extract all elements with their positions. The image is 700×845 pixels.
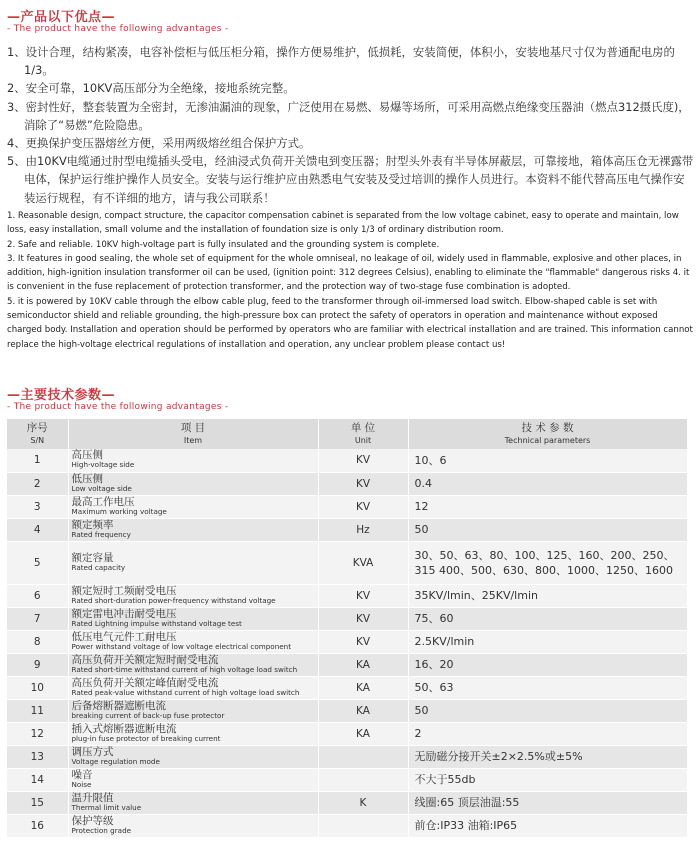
item-name-en: Voltage regulation mode: [71, 756, 160, 766]
cell-sn: 14: [7, 768, 68, 791]
cell-item: [68, 676, 318, 699]
cell-unit: KV: [318, 472, 408, 495]
advantage-item-en: 1. Reasonable design, compact structure, the capacitor compensation cabinet is separated from the low voltage cabinet, easy to operate and maintain, low loss, easy installation, small volume and the installation of foundation size is only 1/3 of ordinary distribution room.: [7, 211, 679, 236]
cell-unit: KV: [318, 584, 408, 607]
item-name-en: Low voltage side: [71, 483, 132, 493]
advantage-item-en: 2. Safe and reliable. 10KV high-voltage part is fully insulated and the grounding system is complete.: [7, 239, 440, 250]
advantage-item-zh: 3、密封性好，整套装置为全密封，无渗油漏油的现象，广泛使用在易燃、易爆等场所，可采用高燃点绝缘变压器油（燃点312摄氏度)，消除了“易燃”危险隐患。: [7, 99, 690, 132]
cell-item: [68, 584, 318, 607]
cell-value: 50: [408, 699, 687, 722]
cell-item: [68, 768, 318, 791]
advantage-item-en: 3. It features in good sealing, the whole set of equipment for the whole omniseal, no leakage of oil, widely used in flammable, explosive and other places, in addition, high-ignition insulation transformer oil can be used, (ignition point: 312 degrees Celsius), enabling to eliminate the "flammable" dangerous risks 4. it is convenient in the fuse replacement of protection transformer, and the protection way of two-stage fuse combination is adopted.: [7, 253, 690, 293]
table-header-row: [7, 419, 687, 449]
item-name-zh: 最高工作电压: [71, 495, 135, 508]
item-name-zh: 插入式熔断器遮断电流: [71, 722, 177, 735]
cell-unit: K: [318, 791, 408, 814]
item-name-zh: 高压负荷开关额定峰值耐受电流: [71, 676, 219, 689]
item-name-zh: 额定短时工频耐受电压: [71, 584, 177, 597]
cell-value: 2.5KV/lmin: [408, 630, 687, 653]
cell-sn: 8: [7, 630, 68, 653]
item-name-en: Rated Lightning impulse withstand voltage test: [71, 618, 242, 628]
cell-item: [68, 722, 318, 745]
cell-item: [68, 541, 318, 584]
cell-unit: KV: [318, 449, 408, 472]
cell-unit: KA: [318, 676, 408, 699]
header-unit: 单 位 Unit: [318, 419, 408, 449]
item-name-en: High-voltage side: [71, 460, 135, 470]
cell-unit: KA: [318, 722, 408, 745]
params-subtitle: - The product have the following advantages -: [7, 402, 229, 412]
cell-sn: 3: [7, 495, 68, 518]
cell-value: 2: [408, 722, 687, 745]
advantage-item-zh: 5、由10KV电缆通过肘型电缆插头受电，经油浸式负荷开关馈电到变压器；肘型头外表有半导体屏蔽层，可靠接地，箱体高压仓无裸露带电体，保护运行维护操作人员安全。安装与运行维护应由熟悉电气安装及受过培训的操作人员进行。本资料不能代替高压电气操作安装运行规程，有不详细的地方，请与我公司联系！: [7, 154, 694, 205]
item-name-zh: 低压侧: [71, 472, 103, 485]
cell-sn: 12: [7, 722, 68, 745]
cell-value: 12: [408, 495, 687, 518]
advantages-subtitle: - The product have the following advantages -: [7, 24, 229, 34]
cell-unit: [318, 768, 408, 791]
cell-unit: [318, 814, 408, 837]
cell-item: [68, 630, 318, 653]
cell-item: [68, 472, 318, 495]
cell-item: [68, 814, 318, 837]
cell-sn: 7: [7, 607, 68, 630]
cell-sn: 5: [7, 541, 68, 584]
params-title: —主要技术参数—: [7, 388, 116, 403]
item-name-en: Rated short-duration power-frequency withstand voltage: [71, 595, 276, 605]
item-name-en: Thermal limit value: [71, 802, 142, 812]
advantages-title: —产品以下优点—: [7, 10, 116, 25]
table-row: [7, 472, 687, 495]
cell-sn: 4: [7, 518, 68, 541]
cell-item: [68, 699, 318, 722]
cell-value: 10、6: [408, 449, 687, 472]
cell-value: 16、20: [408, 653, 687, 676]
cell-value: 不大于55db: [408, 768, 687, 791]
item-name-zh: 额定频率: [71, 518, 114, 531]
cell-item: [68, 495, 318, 518]
header-sn: 序号 S/N: [7, 419, 68, 449]
table-row: [7, 607, 687, 630]
item-name-en: Rated short-time withstand current of high voltage load switch: [71, 664, 298, 674]
cell-sn: 10: [7, 676, 68, 699]
cell-sn: 16: [7, 814, 68, 837]
advantage-item-en: 5. it is powered by 10KV cable through the elbow cable plug, feed to the transformer through oil-immersed load switch. Elbow-shaped cable is set with semiconductor shield and reliable grounding, the high-pressure box can protect the safety of operators in operation and maintenance without exposed charged body. Installation and operation should be performed by operators who are familiar with electrical installation and are trained. This information cannot replace the high-voltage electrical regulations of installation and operation, any unclear problem please contact us!: [7, 296, 693, 350]
table-row: [7, 518, 687, 541]
item-name-en: Rated capacity: [71, 562, 126, 572]
cell-item: [68, 607, 318, 630]
cell-unit: KV: [318, 607, 408, 630]
cell-sn: 1: [7, 449, 68, 472]
item-name-zh: 额定雷电冲击耐受电压: [71, 607, 177, 620]
header-item: 项 目 Item: [68, 419, 318, 449]
item-name-zh: 低压电气元件工耐电压: [71, 630, 177, 643]
cell-value: 75、60: [408, 607, 687, 630]
item-name-en: Maximum working voltage: [71, 506, 167, 516]
cell-unit: [318, 745, 408, 768]
cell-sn: 13: [7, 745, 68, 768]
table-row: [7, 495, 687, 518]
table-row: [7, 676, 687, 699]
cell-unit: KVA: [318, 541, 408, 584]
table-row: [7, 584, 687, 607]
item-name-zh: 温升限值: [71, 791, 114, 804]
table-row: [7, 630, 687, 653]
cell-value: 线圈:65 顶层油温:55: [408, 791, 687, 814]
cell-item: [68, 791, 318, 814]
item-name-en: Noise: [71, 779, 92, 789]
table-row: [7, 791, 687, 814]
item-name-en: Protection grade: [71, 825, 132, 835]
cell-sn: 2: [7, 472, 68, 495]
item-name-en: Rated peak-value withstand current of high voltage load switch: [71, 687, 300, 697]
cell-item: [68, 745, 318, 768]
cell-unit: Hz: [318, 518, 408, 541]
advantage-item-zh: 2、安全可靠，10KV高压部分为全绝缘，接地系统完整。: [7, 81, 295, 96]
cell-value: 前仓:IP33 油箱:IP65: [408, 814, 687, 837]
cell-value: 35KV/lmin、25KV/lmin: [408, 584, 687, 607]
cell-value: 30、50、63、80、100、125、160、200、250、315 400、500、630、800、1000、1250、1600: [408, 541, 687, 584]
table-row: [7, 745, 687, 768]
table-row: [7, 699, 687, 722]
cell-value: 50: [408, 518, 687, 541]
cell-sn: 15: [7, 791, 68, 814]
cell-unit: KV: [318, 630, 408, 653]
cell-item: [68, 518, 318, 541]
cell-value: 无励磁分接开关±2×2.5%或±5%: [408, 745, 687, 768]
advantage-item-zh: 4、更换保护变压器熔丝方便，采用两级熔丝组合保护方式。: [7, 136, 311, 151]
advantages-list-en: [7, 209, 695, 352]
cell-value: 50、63: [408, 676, 687, 699]
item-name-en: Power withstand voltage of low voltage electrical component: [71, 641, 292, 651]
item-name-zh: 噪音: [71, 768, 93, 781]
cell-value: 0.4: [408, 472, 687, 495]
item-name-en: plug-in fuse protector of breaking current: [71, 733, 221, 743]
cell-unit: KV: [318, 495, 408, 518]
tech-params-table: [7, 419, 688, 838]
advantage-item-zh: 1、设计合理，结构紧凑，电容补偿柜与低压柜分箱，操作方便易维护，低损耗，安装简便，体积小，安装地基尺寸仅为普通配电房的1/3。: [7, 45, 675, 78]
header-param: 技 术 参 数 Technical parameters: [408, 419, 687, 449]
item-name-zh: 额定容量: [71, 551, 114, 564]
item-name-en: Rated frequency: [71, 529, 131, 539]
cell-item: [68, 653, 318, 676]
table-row: [7, 722, 687, 745]
cell-sn: 9: [7, 653, 68, 676]
table-row: [7, 768, 687, 791]
table-row: [7, 449, 687, 472]
item-name-zh: 保护等级: [71, 814, 114, 827]
table-row: [7, 541, 687, 584]
cell-sn: 6: [7, 584, 68, 607]
cell-unit: KA: [318, 699, 408, 722]
item-name-en: breaking current of back-up fuse protector: [71, 710, 225, 720]
cell-item: [68, 449, 318, 472]
item-name-zh: 高压负荷开关额定短时耐受电流: [71, 653, 219, 666]
item-name-zh: 后备熔断器遮断电流: [71, 699, 166, 712]
table-row: [7, 653, 687, 676]
advantages-list-zh: [7, 43, 695, 207]
item-name-zh: 调压方式: [71, 745, 114, 758]
table-row: [7, 814, 687, 837]
cell-sn: 11: [7, 699, 68, 722]
item-name-zh: 高压侧: [71, 449, 103, 462]
cell-unit: KA: [318, 653, 408, 676]
